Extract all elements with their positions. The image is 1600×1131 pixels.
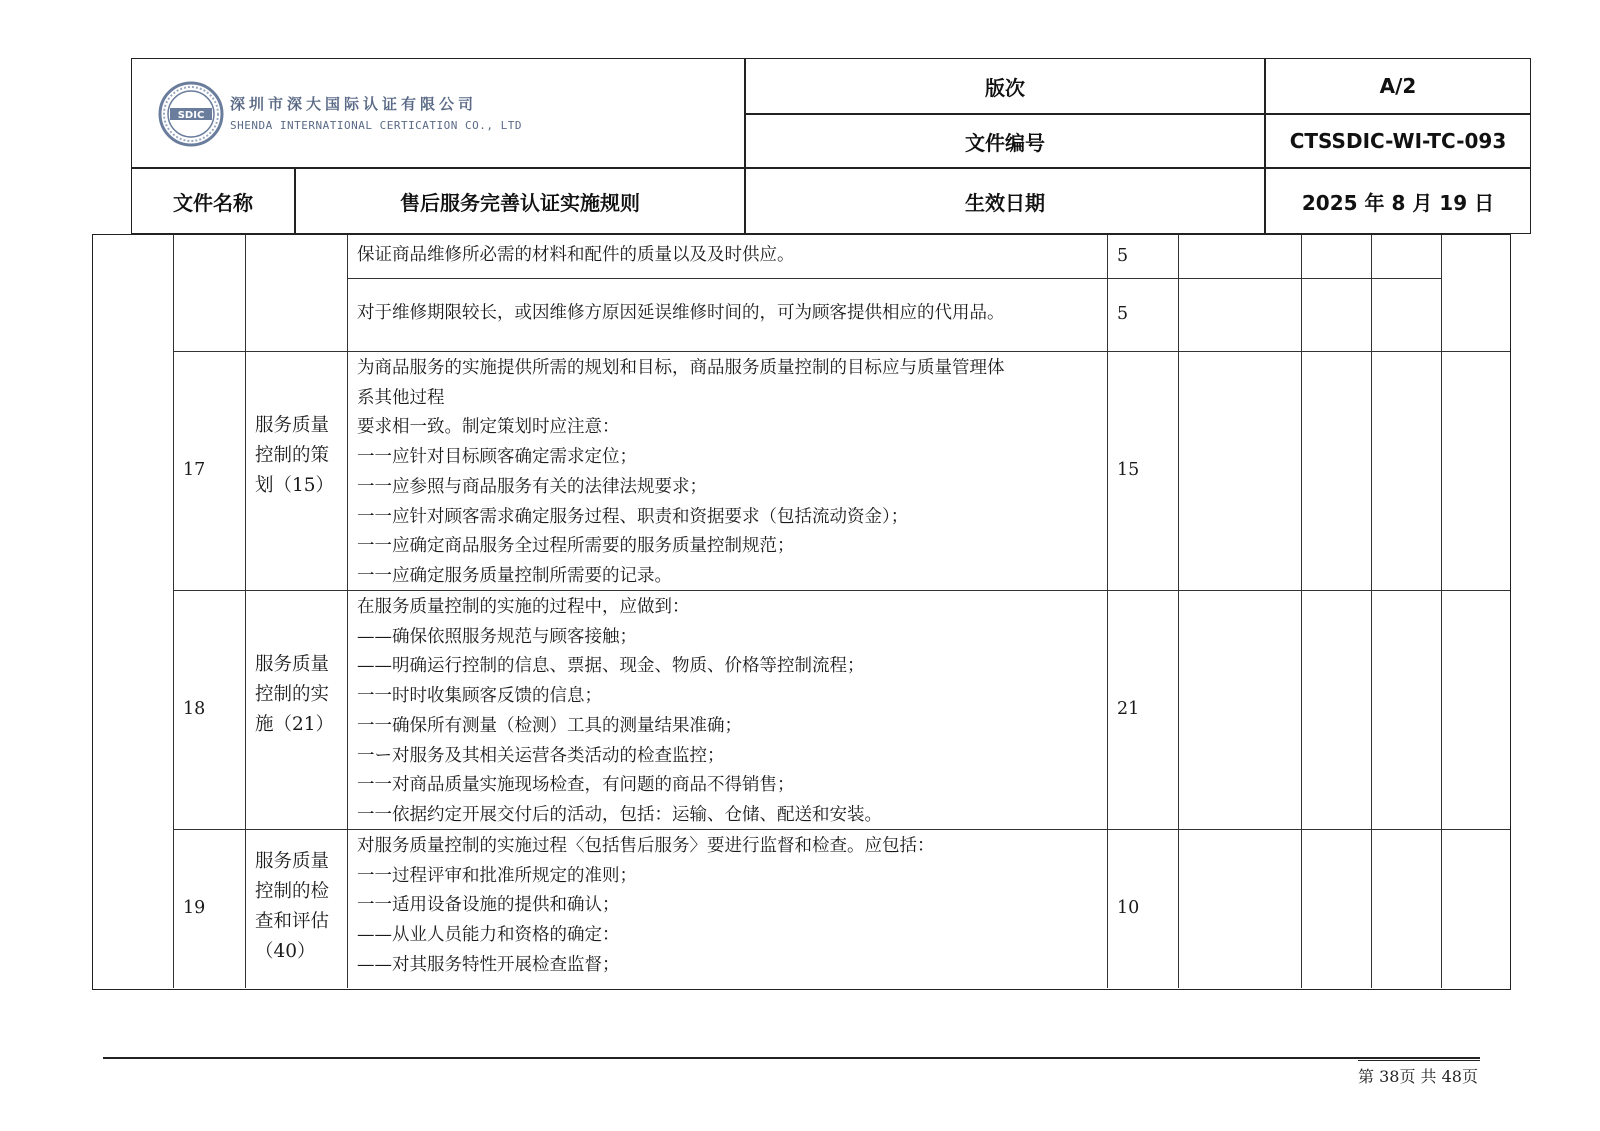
table-row-item: 服务质量 控制的检 查和评估 （40） [255, 851, 330, 962]
table-row-score: 5 [1117, 304, 1129, 325]
footer-page-underline [1358, 1060, 1480, 1061]
table-row-item: 服务质量 控制的实 施（21） [255, 654, 335, 735]
table-row-number: 18 [183, 699, 206, 720]
effective-date-value: 2025 年 8 月 19 日 [1301, 190, 1495, 215]
company-name-en: SHENDA INTERNATIONAL CERTICATION CO., LTD [230, 119, 523, 132]
footer-divider [103, 1057, 1480, 1059]
table-row-score: 5 [1117, 245, 1129, 266]
table-row-content: 保证商品维修所必需的材料和配件的质量以及及时供应。 [357, 245, 795, 265]
company-name-cn: 深圳市深大国际认证有限公司 [230, 95, 478, 113]
table-row-content: 对服务质量控制的实施过程〈包括售后服务〉要进行监督和检查。应包括： 一一过程评审和批准所规定的准则； 一一适用设备设施的提供和确认； ——从业人员能力和资格的确定： ——对其服务特性开展检查监督； [357, 836, 935, 975]
table-row-score: 21 [1117, 699, 1140, 720]
version-value: A/2 [1379, 74, 1417, 98]
table-row-content: 为商品服务的实施提供所需的规划和目标，商品服务质量控制的目标应与质量管理体 系其他过程 要求相一致。制定策划时应注意： 一一应针对目标顾客确定需求定位； 一一应参照与商品服务有关的法律法规要求； 一一应针对顾客需求确定服务过程、职责和资据要求（包括流动资金）； 一一应确定商品服务全过程所需要的服务质量控制规范； 一一应确定服务质量控制所需要的记录。 [357, 358, 1005, 586]
effective-date-label: 生效日期 [965, 190, 1045, 215]
table-row-number: 17 [183, 460, 206, 481]
document-number-label: 文件编号 [965, 130, 1045, 155]
table-row-item: 服务质量 控制的策 划（15） [255, 415, 335, 496]
table-row-number: 19 [183, 898, 206, 919]
table-row-content: 对于维修期限较长，或因维修方原因延误维修时间的，可为顾客提供相应的代用品。 [357, 303, 1005, 323]
svg-text:SDIC: SDIC [177, 110, 205, 121]
document-number-value: CTSSDIC-WI-TC-093 [1289, 129, 1507, 153]
document-header [131, 58, 1531, 234]
document-name-value: 售后服务完善认证实施规则 [400, 190, 640, 215]
company-logo [158, 81, 224, 147]
version-label: 版次 [985, 75, 1025, 100]
table-row-content: 在服务质量控制的实施的过程中，应做到： ——确保依照服务规范与顾客接触； ——明确运行控制的信息、票据、现金、物质、价格等控制流程； 一一时时收集顾客反馈的信息； 一一确保所有测量（检测）工具的测量结果准确； 一ー对服务及其相关运营各类活动的检查监控； 一一对商品质量实施现场检查，有问题的商品不得销售； 一一依据约定开展交付后的活动，包括：运输、仓储、配送和安装。 [357, 597, 882, 825]
scoring-table [92, 234, 1511, 990]
table-row-score: 15 [1117, 460, 1140, 481]
document-name-label: 文件名称 [173, 190, 253, 215]
page-number: 第 38页 共 48页 [1358, 1067, 1478, 1086]
table-row-score: 10 [1117, 898, 1140, 919]
